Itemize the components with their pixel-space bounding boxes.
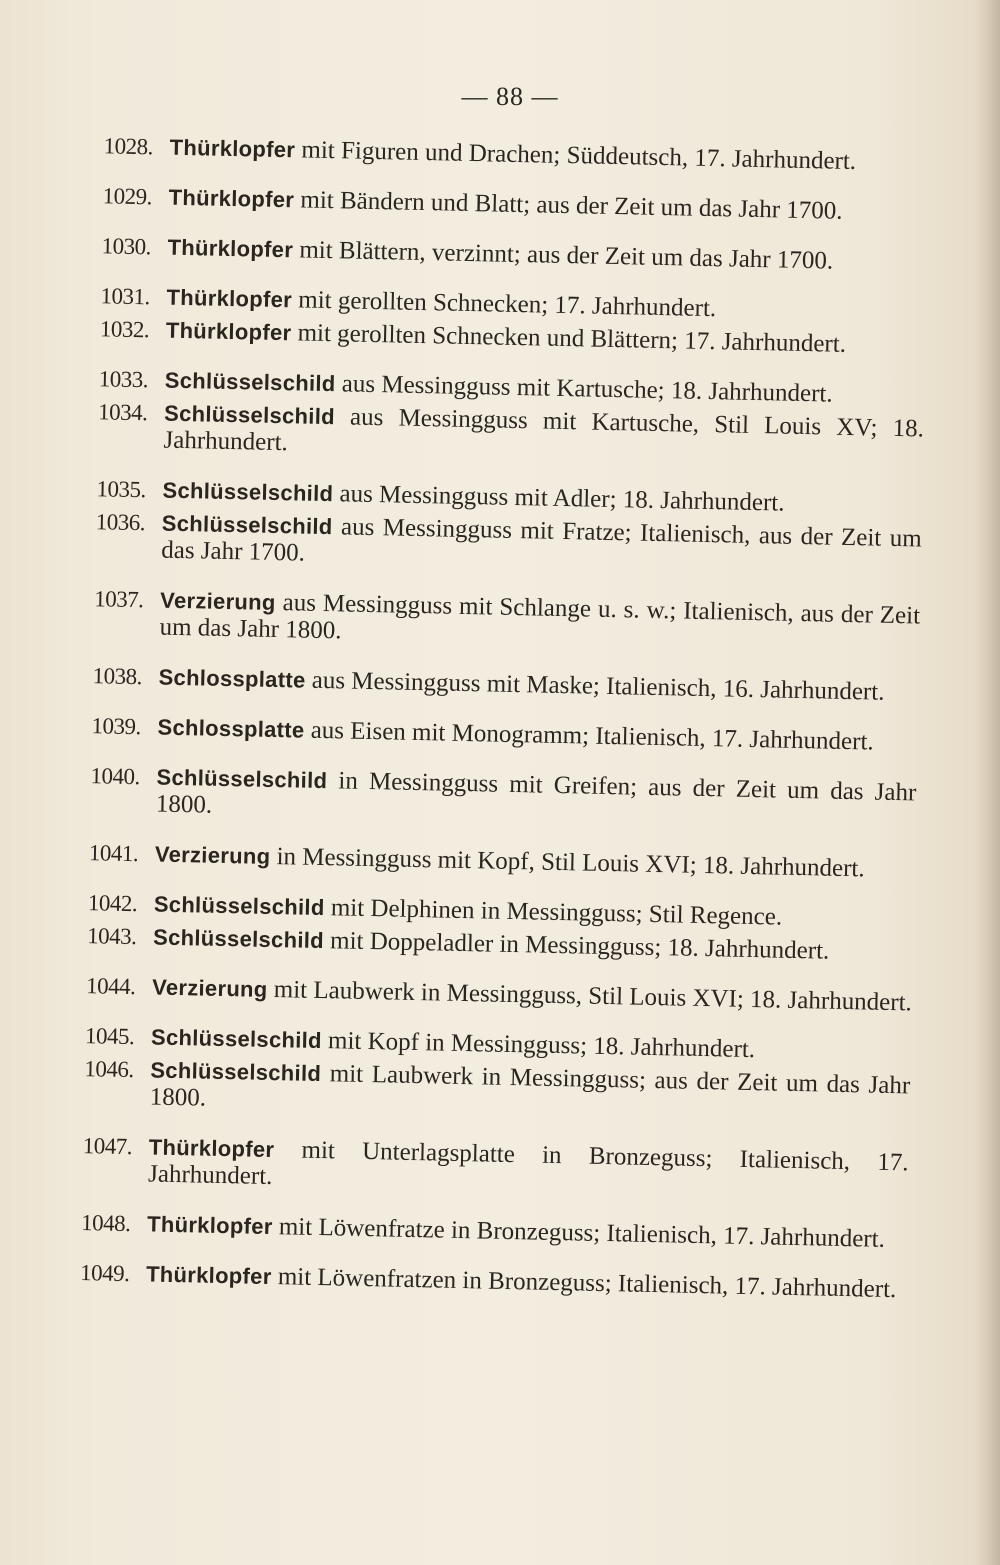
entry-heading: Schlüsselschild [150,1057,322,1087]
catalogue-entry [88,182,928,227]
entry-heading: Schlüsselschild [153,891,325,921]
entry-heading: Schlüsselschild [152,924,325,954]
catalogue-entry [87,232,927,277]
entry-heading: Thürklopfer [148,1134,275,1163]
catalogue-entry [72,972,912,1017]
entry-description: mit Laubwerk in Messingguss; aus der Zeit um das Jahr 1800. [149,1060,911,1112]
catalogue-entry [83,398,924,470]
catalogue-entry [89,132,929,177]
entry-description: aus Messingguss mit Kartusche, Stil Louis XV; 18. Jahrhundert. [163,403,925,457]
entry-description: mit Delphinen in Messingguss; Stil Regence. [330,894,783,931]
entry-number: 1034. [97,399,148,426]
entry-description: mit gerollten Schnecken und Blättern; 17. Jahrhundert. [297,319,847,358]
entry-number: 1040. [90,763,141,790]
entry-heading: Verzierung [151,974,268,1002]
entry-number: 1035. [96,476,147,503]
entry-description: aus Messingguss mit Kartusche; 18. Jahrhundert. [341,370,833,408]
entry-number: 1048. [80,1210,131,1237]
catalogue-entry [79,585,920,657]
entry-heading: Thürklopfer [168,184,295,213]
entry-number: 1043. [86,923,137,950]
entry-description: mit Unterlagsplatte in Bronzeguss; Italienisch, 17. Jahrhundert. [147,1136,909,1191]
page-number: — 88 — [461,82,559,111]
entry-description: mit Löwenfratze in Bronzeguss; Italienisch, 17. Jahrhundert. [278,1213,886,1253]
entry-description: aus Messingguss mit Fratze; Italienisch, aus der Zeit um das Jahr 1700. [160,513,922,567]
entry-description: mit Bändern und Blatt; aus der Zeit um das Jahr 1700. [300,186,843,225]
entry-description: mit gerollten Schnecken; 17. Jahrhundert. [298,286,717,323]
entry-heading: Thürklopfer [167,234,294,263]
entry-heading: Schlüsselschild [163,400,336,430]
catalogue-entry-list [65,132,929,1326]
entry-description: mit Kopf in Messingguss; 18. Jahrhundert. [327,1027,756,1064]
catalogue-entry [66,1259,906,1304]
entry-heading: Verzierung [159,587,276,615]
entry-number: 1031. [100,283,151,310]
entry-heading: Thürklopfer [166,284,293,313]
entry-number: 1037. [93,586,144,613]
entry-number: 1046. [84,1056,134,1083]
entry-description: in Messingguss mit Kopf, Stil Louis XVI; 18. Jahrhundert. [276,843,865,883]
entry-number: 1045. [84,1023,135,1050]
catalogue-entry [67,1209,907,1254]
entry-heading: Thürklopfer [145,1261,272,1290]
entry-number: 1049. [79,1260,130,1287]
catalogue-entry [75,839,915,884]
entry-description: aus Messingguss mit Maske; Italienisch, 16. Jahrhundert. [311,666,885,706]
catalogue-entry [68,1132,909,1204]
entry-heading: Schlüsselschild [150,1024,323,1054]
entry-heading: Thürklopfer [146,1211,273,1240]
entry-heading: Schlüsselschild [164,367,336,397]
entry-description: in Messingguss mit Greifen; aus der Zeit um das Jahr 1800. [155,767,917,819]
entry-description: aus Messingguss mit Adler; 18. Jahrhundert. [339,480,785,517]
entry-number: 1036. [95,509,146,536]
catalogue-entry [76,762,917,834]
entry-heading: Schlüsselschild [161,510,333,540]
entry-description: aus Messingguss mit Schlange u. s. w.; Italienisch, aus der Zeit um das Jahr 1800. [159,589,921,645]
entry-description: aus Eisen mit Monogramm; Italienisch, 17. Jahrhundert. [310,716,874,756]
catalogue-entry [70,1055,911,1127]
page-edge-shadow [974,0,1000,1565]
entry-heading: Verzierung [154,841,271,869]
entry-description: mit Figuren und Drachen; Süddeutsch, 17. Jahrhundert. [301,136,857,176]
entry-heading: Schlossplatte [158,664,306,693]
entry-number: 1042. [87,890,138,917]
catalogue-entry [77,712,917,757]
entry-number: 1038. [92,663,143,690]
entry-description: mit Doppeladler in Messingguss; 18. Jahrhundert. [329,927,830,965]
catalogue-entry [78,662,918,707]
catalogue-entry [81,508,922,580]
entry-number: 1041. [88,840,139,867]
entry-heading: Schlüsselschild [156,764,328,794]
entry-number: 1028. [103,133,154,160]
entry-heading: Thürklopfer [165,317,292,346]
entry-number: 1039. [91,713,142,740]
entry-number: 1032. [99,316,150,343]
entry-number: 1030. [101,233,152,260]
entry-description: mit Laubwerk in Messingguss, Stil Louis XVI; 18. Jahrhundert. [273,976,913,1017]
entry-description: mit Blättern, verzinnt; aus der Zeit um das Jahr 1700. [299,236,834,275]
entry-number: 1044. [85,973,136,1000]
entry-number: 1033. [98,366,149,393]
entry-heading: Schlossplatte [157,714,305,743]
entry-number: 1029. [102,183,153,210]
entry-number: 1047. [82,1133,133,1160]
entry-description: mit Löwenfratzen in Bronzeguss; Italienisch, 17. Jahrhundert. [277,1263,897,1304]
entry-heading: Thürklopfer [169,134,296,163]
entry-heading: Schlüsselschild [162,477,334,507]
